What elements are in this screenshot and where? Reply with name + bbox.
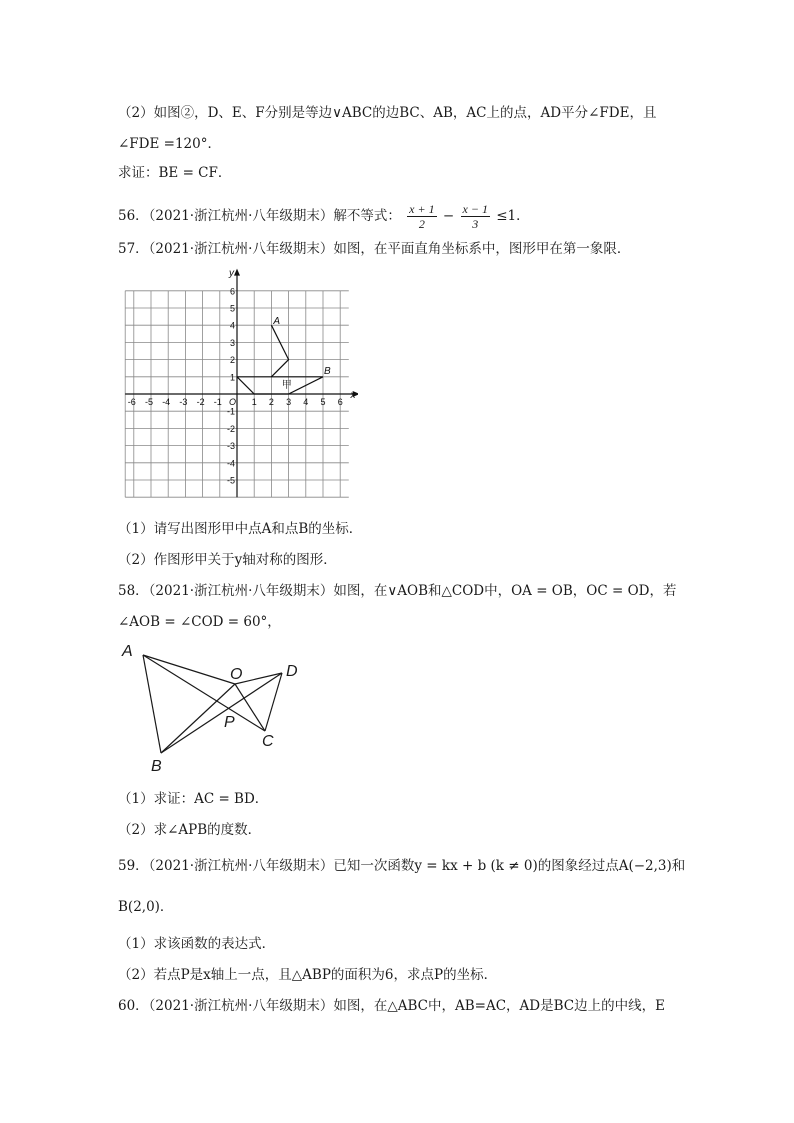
y-axis-arrow xyxy=(234,269,240,276)
x-tick-label: 1 xyxy=(251,397,257,407)
y-tick-label: 5 xyxy=(230,303,236,314)
q56-frac2-denominator: 3 xyxy=(472,217,479,231)
x-tick-label: -6 xyxy=(127,397,136,407)
x-tick-label: -2 xyxy=(196,397,205,407)
q57-part1: （1）请写出图形甲中点A和点B的坐标． xyxy=(118,521,363,537)
point-B-label: B xyxy=(324,365,331,377)
q58-label-A: A xyxy=(122,643,133,660)
y-tick-label: -1 xyxy=(227,406,236,417)
y-tick-label: 3 xyxy=(230,337,236,348)
q59-stem-line2: B(2,0)． xyxy=(118,899,174,915)
q56-frac1-denominator: 2 xyxy=(418,217,425,231)
q56-stem xyxy=(118,196,530,236)
q56-prefix: 56．（2021·浙江杭州·八年级期末）解不等式： xyxy=(118,208,401,224)
x-axis-label: x xyxy=(350,390,356,401)
q58-stem-line2: ∠AOB = ∠COD = 60°， xyxy=(118,614,281,630)
q55-part2-line2: ∠FDE =120°． xyxy=(118,136,221,152)
q58-stem-line1: 58．（2021·浙江杭州·八年级期末）如图，在∨AOB和△COD中，OA = OB，OC = OD，若 xyxy=(118,583,677,599)
q58-segment-O-C xyxy=(235,684,265,731)
q58-label-P: P xyxy=(224,714,235,731)
y-tick-label: -4 xyxy=(227,458,236,469)
q57-coordinate-figure xyxy=(118,268,358,508)
q56-frac2-numerator: x − 1 xyxy=(462,202,488,216)
q59-stem-line1: 59．（2021·浙江杭州·八年级期末）已知一次函数y = kx + b (k ≠ 0)的图象经过点A(−2,3)和 xyxy=(118,858,686,874)
q58-segment-A-B xyxy=(143,655,161,753)
q58-segment-D-C xyxy=(265,673,282,731)
x-tick-label: -5 xyxy=(145,397,154,407)
q58-segment-A-C xyxy=(143,655,265,731)
q58-segment-A-O xyxy=(143,655,235,684)
origin-label: O xyxy=(229,397,237,407)
q60-stem-line1: 60．（2021·浙江杭州·八年级期末）如图，在△ABC中，AB=AC，AD是BC边上的中线，E xyxy=(118,998,665,1014)
q56-frac1-numerator: x + 1 xyxy=(409,202,435,216)
y-tick-label: 4 xyxy=(230,320,236,331)
q59-part1: （1）求该函数的表达式． xyxy=(118,936,276,952)
shape-jia-label: 甲 xyxy=(281,379,292,391)
point-A-label: A xyxy=(273,316,281,328)
q59-part2: （2）若点P是x轴上一点，且△ABP的面积为6，求点P的坐标． xyxy=(118,967,498,983)
y-axis-label: y xyxy=(229,268,234,280)
y-tick-label: -3 xyxy=(227,441,236,452)
q56-suffix: ≤1． xyxy=(496,208,530,224)
q58-part1: （1）求证：AC = BD． xyxy=(118,791,269,807)
q58-label-C: C xyxy=(262,733,274,750)
x-tick-label: 3 xyxy=(286,397,292,407)
q58-label-D: D xyxy=(286,663,298,680)
x-tick-label: 4 xyxy=(303,397,309,407)
x-tick-label: 6 xyxy=(337,397,343,407)
q56-fraction-2 xyxy=(461,202,490,231)
x-tick-label: 2 xyxy=(268,397,274,407)
q56-minus: − xyxy=(442,208,455,224)
q55-part2-line1: （2）如图②，D、E、F分别是等边∨ABC的边BC、AB，AC上的点，AD平分∠FDE，且 xyxy=(118,105,657,121)
y-tick-label: 1 xyxy=(230,372,236,383)
shape-triangle-outline xyxy=(271,325,288,377)
q58-label-O: O xyxy=(230,666,243,683)
y-tick-label: 2 xyxy=(230,355,236,366)
q58-label-B: B xyxy=(151,758,162,775)
x-tick-label: 5 xyxy=(320,397,326,407)
y-tick-label: 6 xyxy=(230,286,236,297)
q56-fraction-1 xyxy=(407,202,436,231)
y-tick-label: -5 xyxy=(227,475,236,486)
q57-part2: （2）作图形甲关于y轴对称的图形． xyxy=(118,552,337,568)
y-tick-label: -2 xyxy=(227,423,236,434)
x-tick-label: -1 xyxy=(213,397,222,407)
q58-part2: （2）求∠APB的度数． xyxy=(118,822,262,838)
x-tick-label: -4 xyxy=(162,397,171,407)
q57-stem: 57．（2021·浙江杭州·八年级期末）如图，在平面直角坐标系中，图形甲在第一象限． xyxy=(118,241,631,257)
x-tick-label: -3 xyxy=(179,397,188,407)
q55-proof-prompt: 求证：BE = CF． xyxy=(118,165,232,181)
q58-geometry-figure xyxy=(118,640,318,775)
shape-base-outline xyxy=(237,377,323,394)
